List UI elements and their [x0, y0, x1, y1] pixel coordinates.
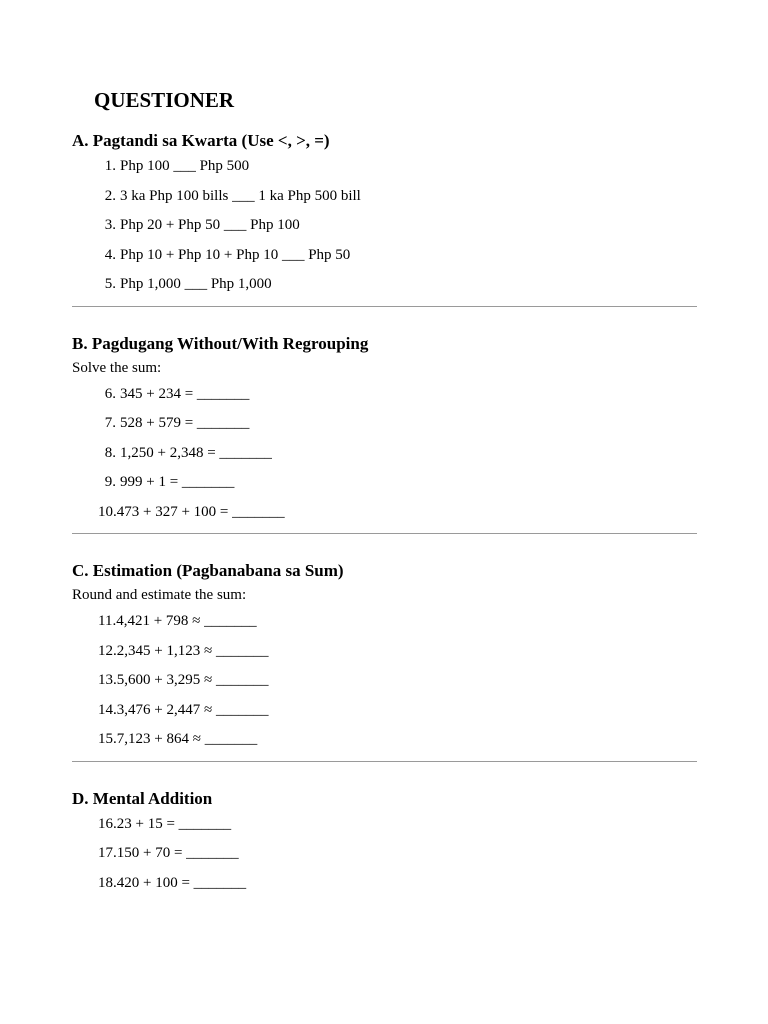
question-text: 1,250 + 2,348 = _______	[120, 444, 272, 461]
question-text: Php 1,000 ___ Php 1,000	[120, 276, 272, 292]
question-list	[72, 814, 697, 903]
question-item	[72, 843, 697, 873]
section-heading: B. Pagdugang Without/With Regrouping	[72, 333, 369, 353]
question-item	[72, 873, 697, 903]
question-text: Php 10 + Php 10 + Php 10 ___ Php 50	[120, 246, 351, 263]
question-number: 3.	[104, 217, 116, 233]
question-text: 2,345 + 1,123 ≈ _______	[116, 642, 269, 659]
question-item	[72, 274, 697, 304]
question-text: 420 + 100 = _______	[116, 874, 247, 891]
section-a	[72, 130, 697, 304]
question-item	[72, 641, 697, 671]
section-heading: A. Pagtandi sa Kwarta (Use <, >, =)	[72, 131, 330, 150]
question-text: 5,600 + 3,295 ≈ _______	[116, 672, 269, 688]
question-number: 9.	[104, 474, 116, 490]
question-item	[72, 413, 697, 443]
question-list	[72, 384, 697, 532]
question-number: 14.	[98, 701, 117, 718]
question-item	[72, 245, 697, 275]
question-number: 4.	[104, 246, 116, 263]
question-number: 2.	[104, 187, 116, 204]
section-instruction: Solve the sum:	[72, 359, 162, 376]
question-item	[72, 186, 697, 216]
question-number: 1.	[104, 158, 116, 174]
question-item	[72, 700, 697, 730]
question-number: 15.	[98, 731, 117, 747]
question-text: 3,476 + 2,447 ≈ _______	[116, 701, 269, 718]
section-d	[72, 788, 697, 903]
question-text: Php 100 ___ Php 500	[120, 158, 250, 174]
question-number: 12.	[98, 642, 117, 659]
question-text: 23 + 15 = _______	[116, 815, 232, 832]
section-c	[72, 560, 697, 759]
question-text: 473 + 327 + 100 = _______	[116, 503, 285, 520]
question-item	[72, 472, 697, 502]
question-number: 11.	[98, 613, 117, 629]
question-text: Php 20 + Php 50 ___ Php 100	[120, 217, 300, 233]
question-item	[72, 502, 697, 532]
section-divider	[72, 533, 697, 534]
question-item	[72, 611, 697, 641]
page-title: QUESTIONER	[94, 88, 235, 112]
question-item	[72, 215, 697, 245]
section-heading: C. Estimation (Pagbanabana sa Sum)	[72, 561, 344, 580]
question-list	[72, 611, 697, 759]
section-divider	[72, 761, 697, 762]
question-number: 16.	[98, 815, 117, 832]
question-text: 4,421 + 798 ≈ _______	[116, 613, 257, 629]
section-divider	[72, 306, 697, 307]
question-number: 6.	[104, 385, 116, 402]
question-text: 150 + 70 = _______	[116, 845, 239, 861]
question-list	[72, 156, 697, 304]
section-b	[72, 333, 697, 532]
question-text: 3 ka Php 100 bills ___ 1 ka Php 500 bill	[120, 187, 361, 204]
question-item	[72, 814, 697, 844]
document-page	[72, 86, 697, 902]
question-text: 999 + 1 = _______	[120, 474, 235, 490]
question-item	[72, 443, 697, 473]
question-item	[72, 384, 697, 414]
section-heading: D. Mental Addition	[72, 788, 213, 808]
question-number: 5.	[104, 276, 116, 292]
question-text: 7,123 + 864 ≈ _______	[116, 731, 258, 747]
question-text: 345 + 234 = _______	[120, 385, 250, 402]
question-number: 10.	[98, 503, 117, 520]
question-number: 8.	[104, 444, 116, 461]
question-item	[72, 729, 697, 759]
question-number: 18.	[98, 874, 117, 891]
question-number: 13.	[98, 672, 117, 688]
section-instruction: Round and estimate the sum:	[72, 587, 247, 603]
question-number: 17.	[98, 845, 117, 861]
question-number: 7.	[104, 415, 116, 431]
question-item	[72, 670, 697, 700]
question-text: 528 + 579 = _______	[120, 415, 250, 431]
question-item	[72, 156, 697, 186]
